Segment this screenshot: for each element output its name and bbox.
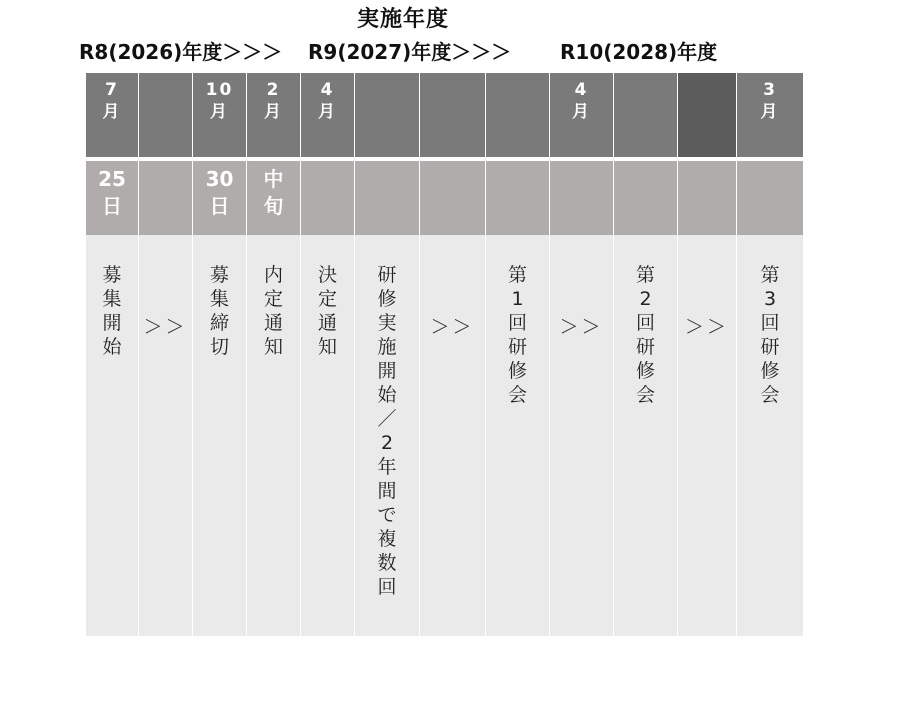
fiscal-year-r10-header: R10(2028)年度 (560, 40, 718, 64)
month-cell (737, 73, 803, 157)
month-label: 7 月 (102, 80, 122, 122)
progress-arrow: ＞＞ (143, 316, 188, 338)
event-decision-notice: 決 定 通 知 (317, 264, 337, 358)
day-cell (86, 161, 139, 235)
event-cell (614, 235, 678, 636)
event-training-session-1: 第 1 回 研 修 会 (507, 264, 527, 406)
day-label: 30 日 (205, 167, 234, 218)
event-recruitment-start: 募 集 開 始 (102, 264, 122, 358)
progress-arrow: ＞＞ (684, 316, 729, 338)
day-row (86, 161, 803, 235)
day-cell (355, 161, 420, 235)
month-label: 2 月 (264, 80, 283, 122)
event-row (86, 235, 803, 636)
month-cell (420, 73, 486, 157)
fiscal-year-r9-header: R9(2027)年度＞＞＞ (308, 40, 512, 64)
month-cell (301, 73, 355, 157)
fiscal-year-r8-header: R8(2026)年度＞＞＞ (79, 40, 283, 64)
month-cell (614, 73, 678, 157)
progress-arrow: ＞＞ (559, 316, 604, 338)
event-training-session-3: 第 3 回 研 修 会 (760, 264, 780, 406)
month-label: 4 月 (318, 80, 337, 122)
event-training-session-2: 第 2 回 研 修 会 (635, 264, 655, 406)
event-cell (193, 235, 247, 636)
day-cell (737, 161, 803, 235)
event-training-start: 研 修 実 施 開 始 ／ 2 年 間 で 複 数 回 (377, 264, 397, 598)
day-cell (420, 161, 486, 235)
progress-arrow: ＞＞ (430, 316, 475, 338)
event-cell (486, 235, 550, 636)
event-cell (355, 235, 420, 636)
month-cell (86, 73, 139, 157)
day-cell (486, 161, 550, 235)
event-cell (420, 235, 486, 636)
day-cell (247, 161, 301, 235)
event-cell (737, 235, 803, 636)
day-cell (614, 161, 678, 235)
day-cell (678, 161, 737, 235)
event-cell (550, 235, 614, 636)
month-label: 4 月 (572, 80, 591, 122)
month-cell (678, 73, 737, 157)
month-cell (486, 73, 550, 157)
page-title: 実施年度 (356, 7, 449, 32)
month-cell (193, 73, 247, 157)
month-cell (139, 73, 193, 157)
month-label: 3 月 (760, 80, 780, 122)
month-cell (247, 73, 301, 157)
month-cell (355, 73, 420, 157)
event-cell (678, 235, 737, 636)
month-row (86, 73, 803, 157)
day-cell (193, 161, 247, 235)
day-cell (550, 161, 614, 235)
day-label: 中 旬 (263, 167, 284, 218)
month-label: 10 月 (205, 80, 234, 122)
day-cell (139, 161, 193, 235)
day-label: 25 日 (98, 167, 126, 218)
event-recruitment-close: 募 集 締 切 (209, 264, 229, 358)
event-cell (139, 235, 193, 636)
event-cell (301, 235, 355, 636)
event-cell (86, 235, 139, 636)
event-cell (247, 235, 301, 636)
schedule-grid (86, 73, 803, 636)
day-cell (301, 161, 355, 235)
event-provisional-notice: 内 定 通 知 (263, 264, 283, 358)
month-cell (550, 73, 614, 157)
